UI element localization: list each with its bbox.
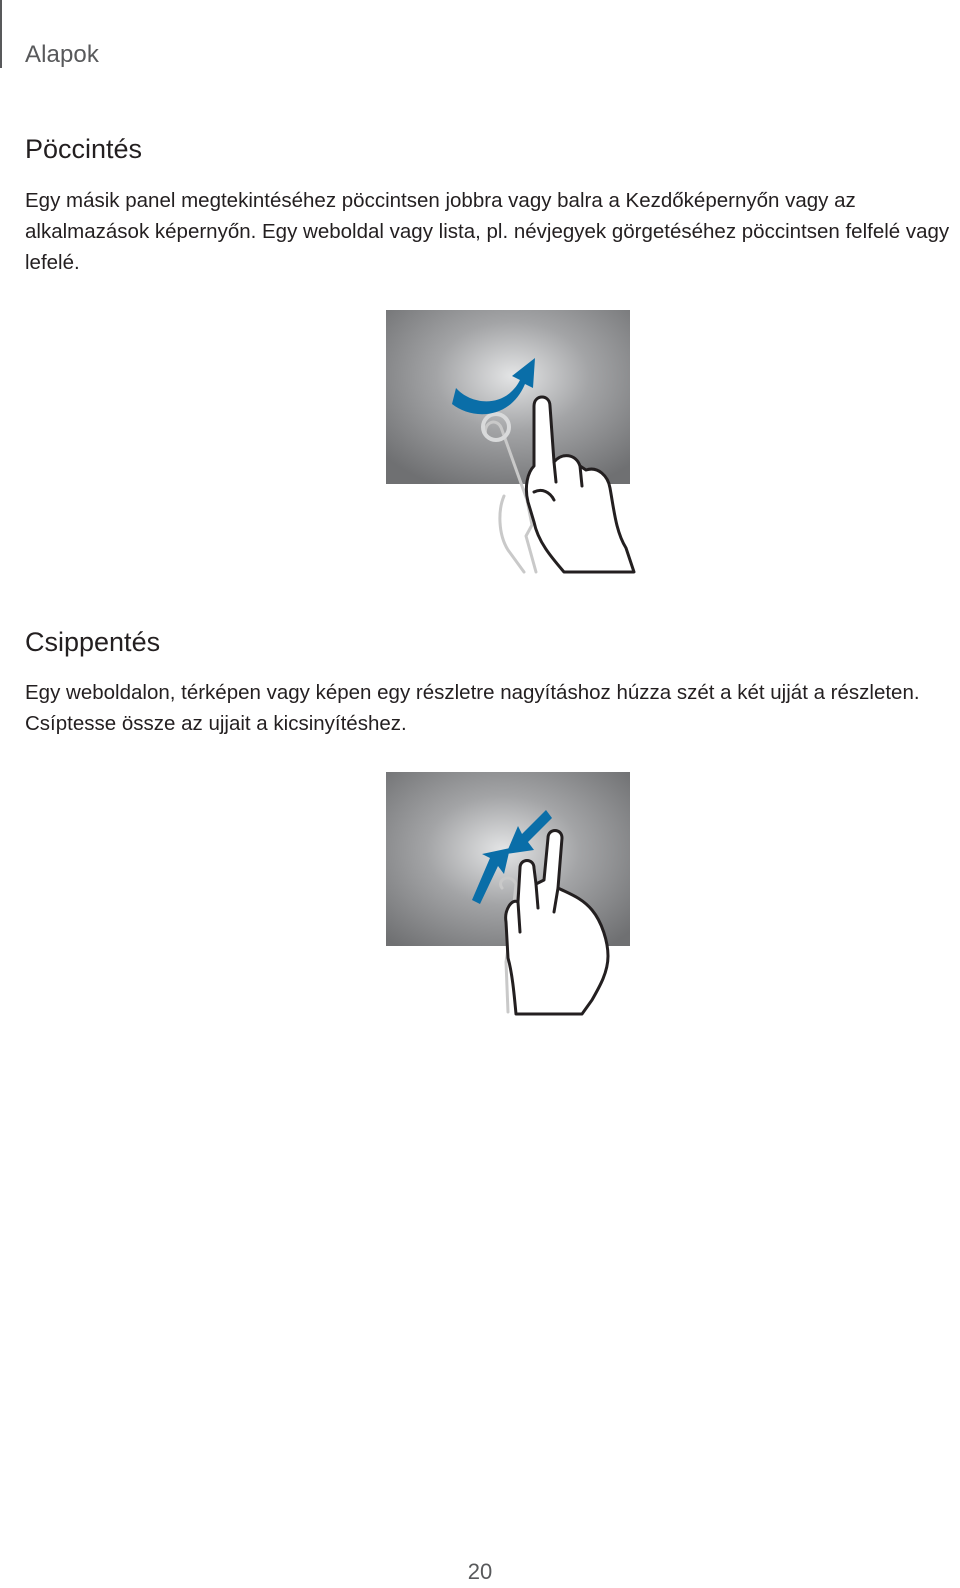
section-title-flick: Pöccintés [25, 134, 143, 164]
pinch-gesture-illustration [386, 772, 636, 1022]
page-number: 20 [467, 1559, 493, 1584]
flick-gesture-illustration [386, 310, 636, 580]
section-title-pinch: Csippentés [25, 627, 161, 657]
running-head: Alapok [25, 41, 99, 68]
section-paragraph-flick: Egy másik panel megtekintéséhez pöccintsen jobbra vagy balra a Kezdőképernyőn vagy az alkalmazások képernyőn. Egy weboldal vagy lista, pl. névjegyek görgetéséhez pöccintsen felfelé vagy lefelé. [25, 189, 950, 274]
section-paragraph-pinch: Egy weboldalon, térképen vagy képen egy részletre nagyításhoz húzza szét a két ujját a részleten. Csíptesse össze az ujjait a kicsinyítéshez. [25, 681, 920, 735]
margin-rule [0, 0, 2, 68]
faint-hand-outline [500, 496, 524, 572]
